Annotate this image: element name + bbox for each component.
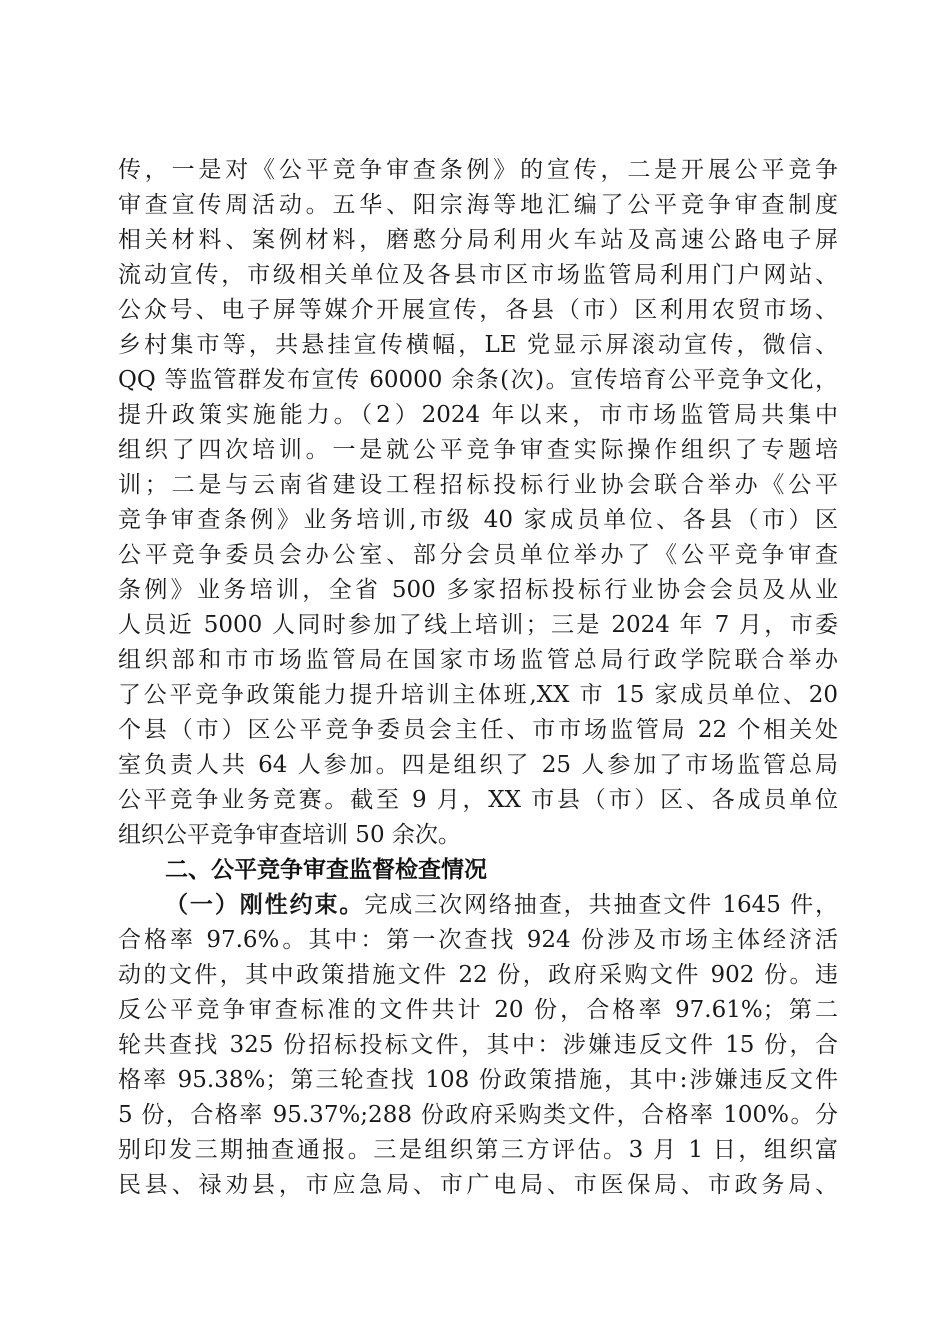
paragraph-line: 反公平竞争审查标准的文件共计 20 份，合格率 97.61%；第二 xyxy=(118,997,838,1023)
paragraph-line: 训；二是与云南省建设工程招标投标行业协会联合举办《公平 xyxy=(118,472,838,498)
paragraph-line: 别印发三期抽查通报。三是组织第三方评估。3 月 1 日，组织富 xyxy=(118,1137,838,1163)
paragraph-line: 动的文件，其中政策措施文件 22 份，政府采购文件 902 份。违 xyxy=(118,962,838,988)
paragraph-line: 了公平竞争政策能力提升培训主体班,XX 市 15 家成员单位、20 xyxy=(118,682,838,708)
paragraph-line: 提升政策实施能力。（2）2024 年以来，市市场监管局共集中 xyxy=(118,402,838,428)
paragraph-line: 相关材料、案例材料，磨憨分局利用火车站及高速公路电子屏 xyxy=(118,227,838,253)
paragraph-line: 传，一是对《公平竞争审查条例》的宣传，二是开展公平竞争 xyxy=(118,157,838,183)
paragraph-line: 公众号、电子屏等媒介开展宣传，各县（市）区利用农贸市场、 xyxy=(118,297,838,323)
paragraph-line: 乡村集市等，共悬挂宣传横幅，LE 党显示屏滚动宣传，微信、 xyxy=(118,332,838,358)
paragraph-line: 民县、禄劝县，市应急局、市广电局、市医保局、市政务局、 xyxy=(118,1172,838,1198)
paragraph-line: 流动宣传，市级相关单位及各县市区市场监管局利用门户网站、 xyxy=(118,262,838,288)
paragraph-line: 合格率 97.6%。其中：第一次查找 924 份涉及市场主体经济活 xyxy=(118,927,838,953)
paragraph-line: 公平竞争业务竞赛。截至 9 月，XX 市县（市）区、各成员单位 xyxy=(118,787,838,813)
paragraph-line: 人员近 5000 人同时参加了线上培训；三是 2024 年 7 月，市委 xyxy=(118,612,838,638)
paragraph-line: 组织了四次培训。一是就公平竞争审查实际操作组织了专题培 xyxy=(118,437,838,463)
paragraph-line: 公平竞争委员会办公室、部分会员单位举办了《公平竞争审查 xyxy=(118,542,838,568)
paragraph-line: 个县（市）区公平竞争委员会主任、市市场监管局 22 个相关处 xyxy=(118,717,838,743)
paragraph-line: 组织公平竞争审查培训 50 余次。 xyxy=(118,822,461,848)
paragraph-line: 格率 95.38%；第三轮查找 108 份政策措施，其中:涉嫌违反文件 xyxy=(118,1067,838,1093)
paragraph-line: 组织部和市市场监管局在国家市场监管总局行政学院联合举办 xyxy=(118,647,838,673)
paragraph-line: 条例》业务培训，全省 500 多家招标投标行业协会会员及从业 xyxy=(118,577,838,603)
subsection-first-line-text: 完成三次网络抽查，共抽查文件 1645 件， xyxy=(364,892,839,918)
paragraph-line: 室负责人共 64 人参加。四是组织了 25 人参加了市场监管总局 xyxy=(118,752,838,778)
paragraph-line: 竞争审查条例》业务培训,市级 40 家成员单位、各县（市）区 xyxy=(118,507,838,533)
paragraph-line: 5 份，合格率 95.37%;288 份政府采购类文件，合格率 100%。分 xyxy=(118,1102,838,1128)
paragraph-line: QQ 等监管群发布宣传 60000 余条(次)。宣传培育公平竞争文化， xyxy=(118,367,838,393)
paragraph-line: 审查宣传周活动。五华、阳宗海等地汇编了公平竞争审查制度 xyxy=(118,192,838,218)
section-heading: 二、公平竞争审查监督检查情况 xyxy=(165,857,487,883)
subsection-first-line xyxy=(165,887,838,923)
subsection-lead: （一）刚性约束。 xyxy=(165,891,365,918)
paragraph-line: 轮共查找 325 份招标投标文件，其中：涉嫌违反文件 15 份，合 xyxy=(118,1032,838,1058)
